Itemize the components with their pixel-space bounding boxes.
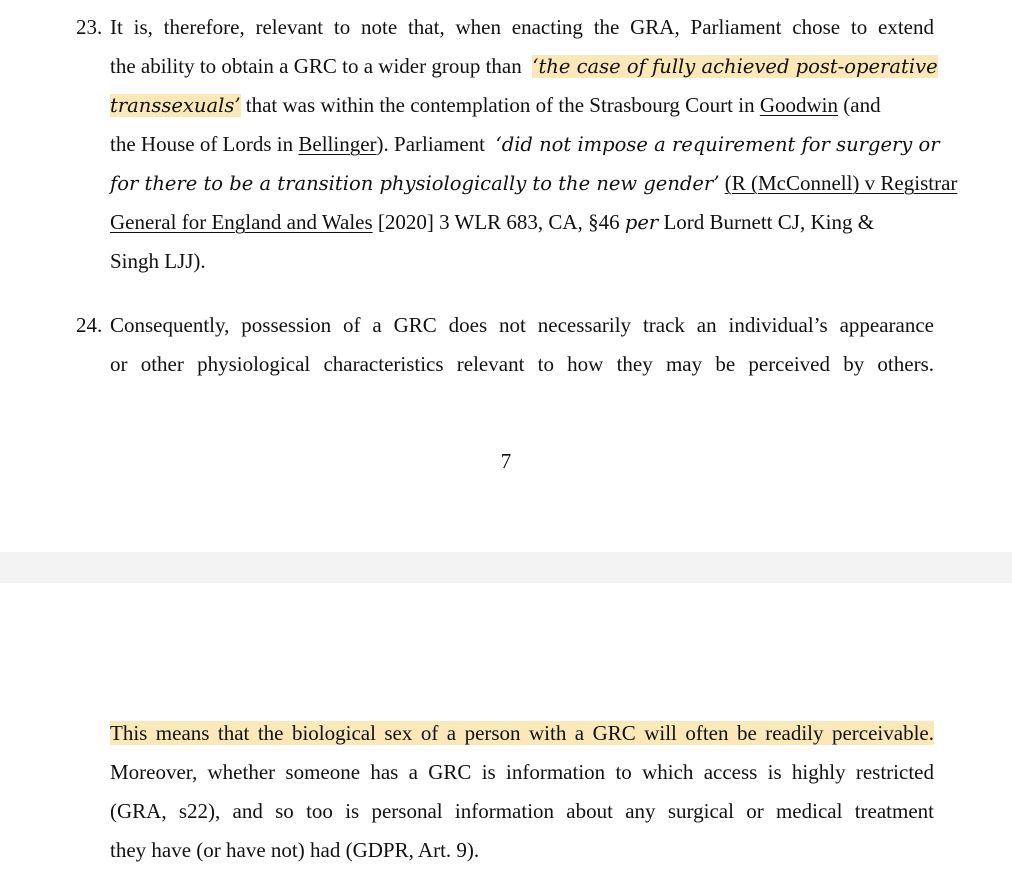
paragraph-number: 24. — [76, 313, 103, 337]
paragraph-line — [110, 47, 938, 86]
case-citation-mcconnell: (R (McConnell) v Registrar — [724, 171, 958, 195]
paragraph-line: Consequently, possession of a GRC does not necessarily track an individual’s appearance — [110, 313, 934, 337]
text-segment: the ability to obtain a GRC to a wider group than — [110, 54, 522, 78]
paragraph-24 — [0, 306, 1012, 384]
paragraph-line — [110, 203, 934, 242]
paragraph-number: 23. — [76, 15, 103, 39]
text-segment: the House of Lords in — [110, 132, 294, 156]
text-segment: [2020] 3 WLR 683, CA, §46 — [377, 210, 620, 234]
paragraph-line: or other physiological characteristics relevant to how they may be perceived by others. — [110, 352, 934, 376]
page-separator — [0, 552, 1012, 583]
page-number: 7 — [500, 449, 512, 473]
paragraph-line — [110, 714, 934, 753]
paragraph-line — [110, 164, 958, 203]
case-citation-goodwin: Goodwin — [759, 93, 838, 117]
continuation-paragraph — [0, 714, 1012, 870]
case-citation-bellinger: Bellinger — [298, 132, 377, 156]
case-citation-mcconnell-cont: General for England and Wales — [110, 210, 373, 234]
text-segment: (and — [843, 93, 881, 117]
highlighted-quote: ‘the case of fully achieved post-operative — [532, 55, 938, 78]
paragraph-23 — [0, 8, 1012, 278]
paragraph-line: It is, therefore, relevant to note that, when enacting the GRA, Parliament chose to extend — [110, 15, 934, 39]
highlighted-sentence: This means that the biological sex of a person with a GRC will often be readily perceivable. — [110, 721, 934, 745]
text-segment: that was within the contemplation of the Strasbourg Court in — [245, 93, 755, 117]
quoted-text: for there to be a transition physiologically to the new gender’ — [110, 172, 720, 195]
paragraph-line: they have (or have not) had (GDPR, Art. 9). — [110, 838, 480, 862]
quoted-text: ‘did not impose a requirement for surgery or — [495, 133, 940, 156]
paragraph-line: Moreover, whether someone has a GRC is information to which access is highly restricted — [110, 760, 934, 784]
highlighted-quote: transsexuals’ — [110, 94, 241, 117]
latin-per: per — [624, 211, 659, 234]
paragraph-line — [110, 86, 934, 125]
text-segment: Lord Burnett CJ, King & — [663, 210, 875, 234]
text-segment: ). Parliament — [376, 132, 486, 156]
paragraph-line — [110, 125, 940, 164]
paragraph-line: (GRA, s22), and so too is personal information about any surgical or medical treatment — [110, 799, 934, 823]
paragraph-line: Singh LJJ). — [110, 249, 206, 273]
